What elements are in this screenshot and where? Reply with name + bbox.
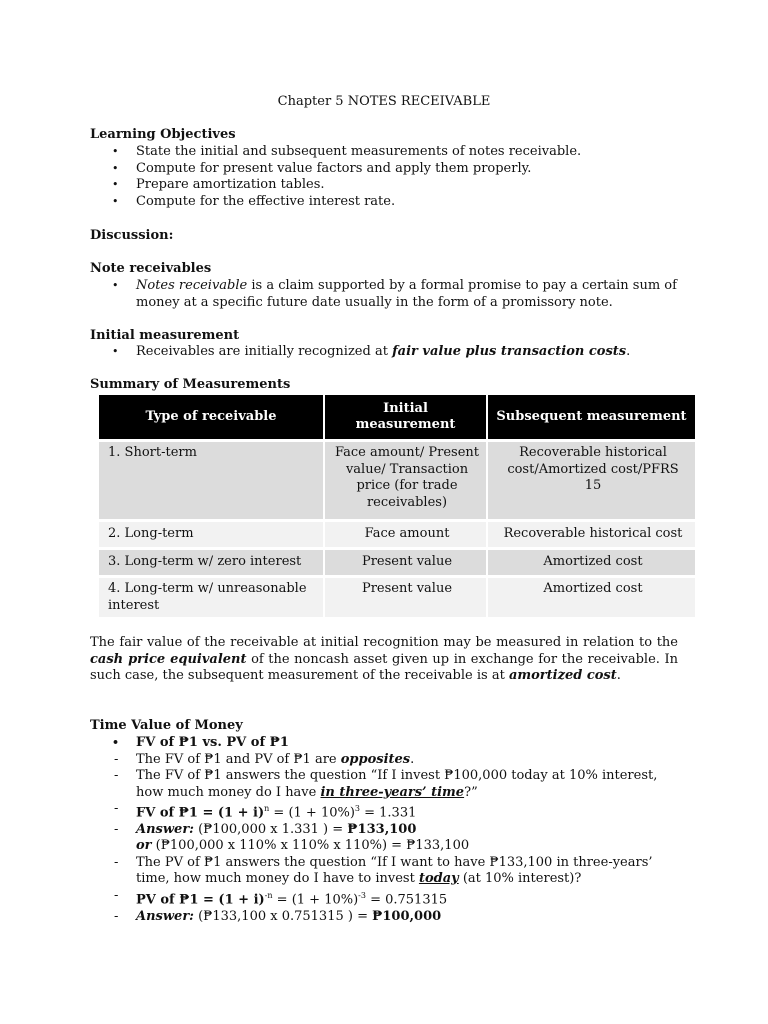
table-row bbox=[99, 549, 695, 577]
formula-label: FV of ₱1 = (1 + i) bbox=[136, 805, 265, 821]
term: Notes receivable bbox=[136, 278, 248, 293]
formula-label: PV of ₱1 = (1 + i) bbox=[136, 892, 265, 908]
tvm-heading: Time Value of Money bbox=[90, 718, 243, 733]
list-item: • State the initial and subsequent measurements of notes receivable. bbox=[90, 144, 680, 161]
table-cell: Amortized cost bbox=[487, 577, 695, 619]
answer-label: Answer: bbox=[136, 821, 194, 837]
table-cell: Face amount/ Present value/ Transaction price (for trade receivables) bbox=[324, 441, 487, 521]
text: The fair value of the receivable at initial recognition may be measured in relation to the bbox=[90, 635, 678, 650]
text: . bbox=[410, 751, 415, 767]
or-label: or bbox=[136, 838, 152, 854]
text: = 1.331 bbox=[360, 805, 417, 821]
table-cell: Present value bbox=[324, 549, 487, 577]
note-receivables-heading: Note receivables bbox=[90, 261, 212, 276]
answer-result: ₱133,100 bbox=[347, 821, 417, 837]
text: (₱100,000 x 1.331 ) = bbox=[193, 821, 348, 837]
text: . bbox=[616, 668, 621, 683]
table-header-row bbox=[99, 395, 695, 441]
list-item bbox=[90, 768, 682, 801]
list-item bbox=[90, 801, 682, 822]
exponent: -n bbox=[264, 890, 273, 900]
initial-measurement-heading: Initial measurement bbox=[90, 328, 240, 343]
list-item bbox=[90, 752, 682, 769]
list-item bbox=[90, 838, 682, 855]
table-row bbox=[99, 521, 695, 549]
fair-value-paragraph bbox=[90, 635, 678, 685]
answer-label: Answer: bbox=[136, 908, 194, 924]
text: (₱133,100 x 0.751315 ) = bbox=[193, 908, 373, 924]
text: The FV of ₱1 and PV of ₱1 are bbox=[136, 751, 341, 767]
answer-result: ₱100,000 bbox=[372, 908, 442, 924]
discussion-heading: Discussion: bbox=[90, 228, 174, 243]
initial-measurement-text bbox=[90, 344, 680, 361]
column-header: Subsequent measurement bbox=[487, 395, 695, 441]
emphasis: in three-years’ time bbox=[320, 784, 465, 800]
list-item bbox=[90, 344, 680, 361]
list-item bbox=[90, 278, 680, 311]
list-item: • Prepare amortization tables. bbox=[90, 177, 680, 194]
text: (₱100,000 x 110% x 110% x 110%) = ₱133,100 bbox=[151, 838, 470, 854]
list-item: • Compute for present value factors and apply them properly. bbox=[90, 161, 680, 178]
chapter-title: Chapter 5 NOTES RECEIVABLE bbox=[277, 94, 491, 109]
text: ?” bbox=[464, 784, 478, 800]
table-row bbox=[99, 577, 695, 619]
list-item bbox=[90, 855, 682, 888]
table-cell: 2. Long-term bbox=[99, 521, 324, 549]
emphasis: amortized cost bbox=[508, 668, 617, 683]
table-cell: Face amount bbox=[324, 521, 487, 549]
table-cell: Amortized cost bbox=[487, 549, 695, 577]
learning-objectives-heading: Learning Objectives bbox=[90, 127, 236, 142]
emphasis: cash price equivalent bbox=[90, 651, 247, 667]
text: . bbox=[626, 344, 631, 359]
emphasis: today bbox=[418, 871, 459, 887]
table-cell: Recoverable historical cost/Amortized cost/PFRS 15 bbox=[487, 441, 695, 521]
summary-table bbox=[99, 395, 695, 620]
table-cell: 4. Long-term w/ unreasonable interest bbox=[99, 577, 324, 619]
learning-objectives-list bbox=[90, 144, 680, 210]
note-receivables-definition bbox=[90, 278, 680, 311]
summary-heading: Summary of Measurements bbox=[90, 377, 291, 392]
emphasis: fair value plus transaction costs bbox=[392, 344, 627, 359]
list-item: • FV of ₱1 vs. PV of ₱1 bbox=[90, 735, 682, 752]
text: = 0.751315 bbox=[365, 892, 448, 908]
text: Receivables are initially recognized at bbox=[136, 344, 393, 359]
table-cell: Recoverable historical cost bbox=[487, 521, 695, 549]
text: (at 10% interest)? bbox=[458, 871, 582, 887]
table-cell: 1. Short-term bbox=[99, 441, 324, 521]
tvm-content bbox=[90, 735, 682, 925]
definition-text: is a claim supported by a formal promise to pay a certain sum of money at a specific future date usually in the form of a promissory note. bbox=[136, 278, 677, 310]
text: The FV of ₱1 answers the question “If I invest ₱100,000 today at 10% interest, how much money do I have bbox=[136, 768, 658, 800]
exponent: 3 bbox=[354, 804, 360, 813]
table-cell: 3. Long-term w/ zero interest bbox=[99, 549, 324, 577]
exponent: -3 bbox=[358, 890, 366, 900]
column-header: Type of receivable bbox=[99, 395, 324, 441]
text: = (1 + 10%) bbox=[272, 892, 359, 908]
table-row bbox=[99, 441, 695, 521]
list-item bbox=[90, 822, 682, 839]
column-header: Initial measurement bbox=[324, 395, 487, 441]
text: The PV of ₱1 answers the question “If I want to have ₱133,100 in three-years’ time, how much money do I have to invest bbox=[136, 854, 653, 887]
text: of the noncash asset given up in exchange for the receivable. In such case, the subsequent measurement of the receivable is at bbox=[90, 651, 679, 683]
emphasis: opposites bbox=[340, 751, 411, 767]
list-item bbox=[90, 909, 682, 926]
list-item bbox=[90, 888, 682, 909]
table-cell: Present value bbox=[324, 577, 487, 619]
list-item: • Compute for the effective interest rate. bbox=[90, 194, 680, 211]
text: = (1 + 10%) bbox=[269, 805, 355, 821]
exponent: n bbox=[264, 804, 270, 813]
